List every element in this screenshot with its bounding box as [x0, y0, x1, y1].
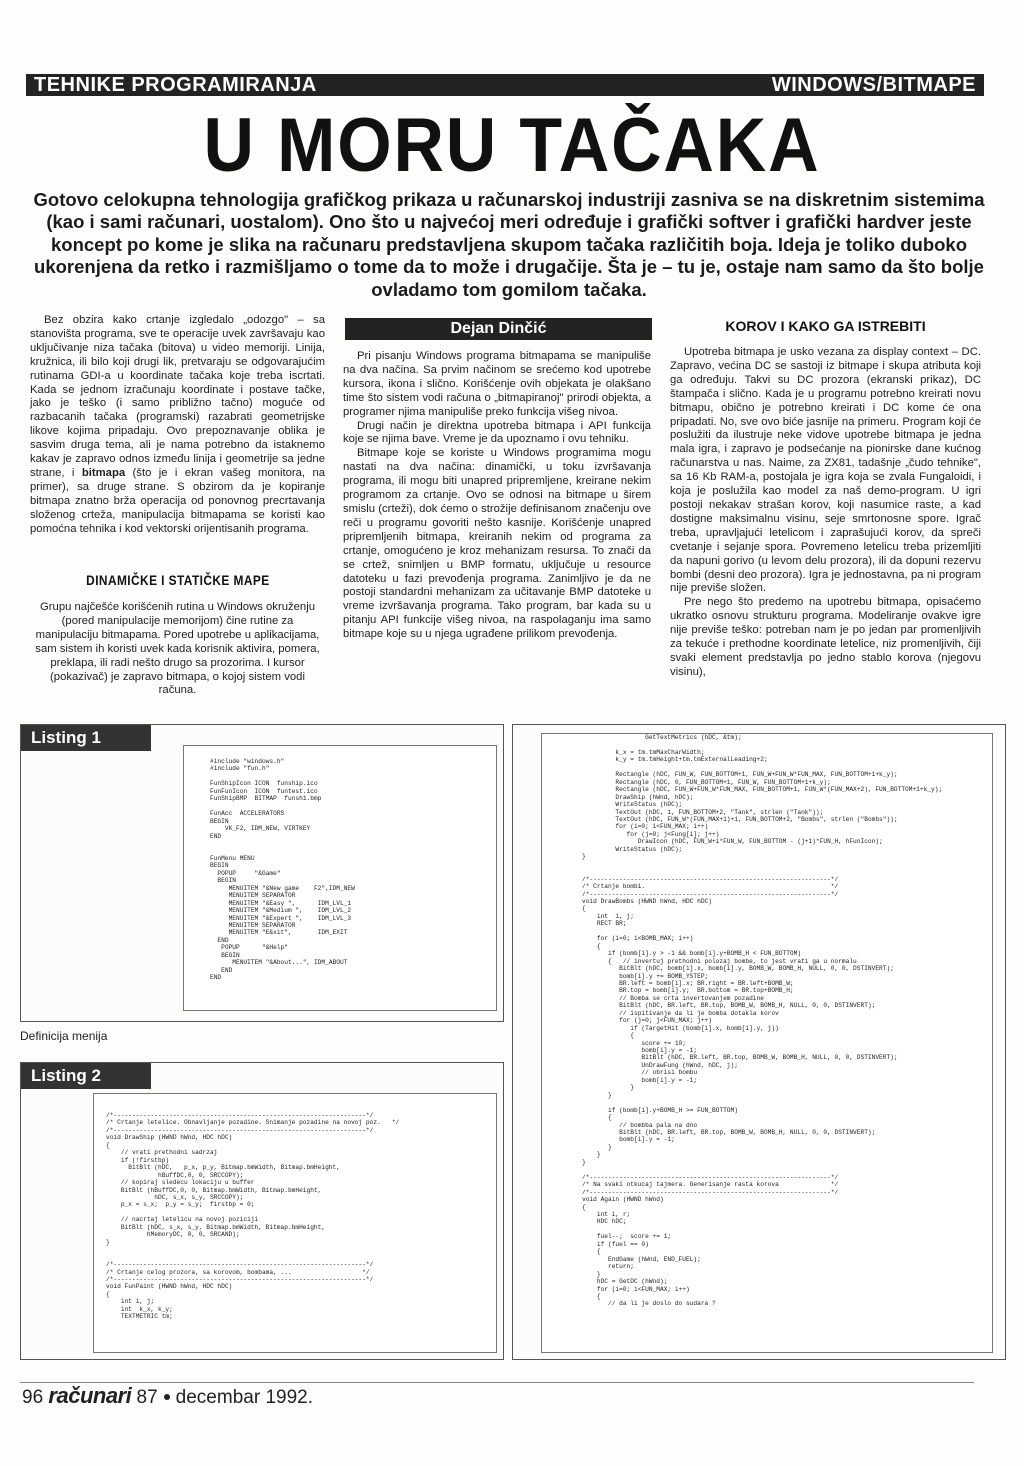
- column-1: [30, 314, 325, 537]
- magazine-name: računari: [48, 1383, 132, 1408]
- page-footer: [22, 1384, 313, 1410]
- issue-date: decembar 1992.: [175, 1387, 313, 1408]
- listing-2-code-panel: [93, 1093, 497, 1353]
- listing-2-box: [20, 1062, 504, 1360]
- listing-1-code-panel: [183, 745, 497, 1011]
- listing-2-label: Listing 2: [21, 1063, 151, 1089]
- column-1-paragraph-2: Grupu najčešće korišćenih rutina u Windows okruženju (pored manipulacije memorijom) čine rutine za manipulaciju bitmapama. Pored upotrebe u aplikacijama, sam sistem ih koristi uvek kada korisnik aktivira, pomera, preklapa, ili radi nešto drugo sa prozorima. I kursor (pokazivač) je zapravo bitmapa, o kojoj sistem vodi računa.: [35, 601, 320, 697]
- column-2-paragraph-3: Bitmape koje se koriste u Windows programima mogu nastati na dva načina: dinamički, u toku izvršavanja programa, ili mogu biti unapred pripremljene, kreirane nekim programom za crtanje. Ovo se odnosi na bitmape u širem smislu (crteži), dok ćemo o strožije definisanom značenju ove reči u programu govoriti nešto kasnije. Korišćenje unapred pripremljenih bitmapa, kreiranih nekim od programa za crtanje, omogućeno je kroz mehanizam resursa. To znači da se crtež, snimljen u BMP formatu, uključuje u resource datoteku u fazi prevođenja programa. Zanimljivo je da ne postoji standardni mehanizam za učitavanje BMP datoteke u vreme izvršavanja programa. Tako program, bar kada su u pitanju API funkcije višeg nivoa, na raspolaganju ima samo bitmape koje su u njega ugrađene prilikom prevođenja.: [343, 447, 651, 641]
- listing-2-code: /*--------------------------------------------------------------------*/ /* Crtanje letelice. Obnavljanje pozadine. Snimanje pozadine na novoj poz. */ /*--------------------------------------------------------------------*/ void DrawShip (HWND hWnd, HDC hDC) { // vrati prethodni sadrzaj if (!firstbp) BitBlt (hDC, p_x, p_y, Bitmap.bmWidth, Bitmap.bmHeight, hBuffDC,0, 0, SRCCOPY); // kopiraj sledecu lokaciju u buffer BitBlt (hBuffDC,0, 0, Bitmap.bmWidth, Bitmap.bmHeight, hDC, s_x, s_y, SRCCOPY); p_x = s_x; p_y = s_y; firstbp = 0; // nacrtaj letelicu na novoj poziciji BitBlt (hDC, s_x, s_y, Bitmap.bmWidth, Bitmap.bmHeight, hMemoryDC, 0, 0, SRCAND); } /*--------------------------------------------------------------------*/ /* Crtanje celog prozora, sa korovom, bombama, ... */ /*--------------------------------------------------------------------*/ void FunPaint (HWND hWnd, HDC hDC) { int i, j; int k_x, k_y; TEXTMETRIC tm;: [106, 1112, 400, 1321]
- section-header-bar: [26, 74, 984, 96]
- footer-rule: [20, 1382, 974, 1383]
- listing-1-box: [20, 724, 504, 1022]
- listing-continuation-box: [512, 724, 1006, 1360]
- subheading-weeds: KOROV I KAKO GA ISTREBITI: [725, 318, 926, 334]
- listing-1-caption: Definicija menija: [20, 1029, 108, 1043]
- article-lead: Gotovo celokupna tehnologija grafičkog prikaza u računarskoj industriji zasniva se na diskretnim sistemima (kao i sami računari, uostalom). Ono što u najvećoj meri određuje i grafički softver i grafički hardver jeste koncept po kome je slika na računaru predstavljena skupom tačaka različitih boja. Ideja je toliko duboko ukorenjena da retko i razmišljamo o tome da to može i drugačije. Šta je – tu je, ostaje nam samo da što bolje ovladamo tom gomilom tačaka.: [33, 189, 985, 300]
- bitmap-term: bitmapa: [81, 466, 126, 479]
- column-2-paragraph-1: Pri pisanju Windows programa bitmapama se manipuliše na dva načina. Sa prvim načinom se srećemo kod upotrebe kursora, ikona i slično. Korišćenje ovih objekata je olakšano time što sistem vodi računa o „bitmapiranoj" prirodi objekta, a programer njima manipuliše preko funkcija višeg nivoa.: [343, 350, 651, 418]
- author-bar: [345, 318, 652, 340]
- listing-continuation-panel: [541, 733, 993, 1353]
- column-1-lower: [30, 601, 325, 698]
- listing-1-label: Listing 1: [21, 725, 151, 751]
- issue-number: 87: [136, 1387, 158, 1408]
- author-name: Dejan Dinčić: [450, 320, 547, 337]
- column-3-paragraph-2: Pre nego što predemo na upotrebu bitmapa, opisaćemo ukratko osnovu strukturu programa. Modeliranje ovakve igre nije previše teško: potreban nam je po jedan par promenljivih za tekuće i prethodne koordinate letelice, niz promenljivih, čiji svaki element predstavlja po jedno stablo korova (njegovu visinu),: [670, 596, 981, 678]
- column-2: [343, 350, 651, 642]
- subheading-dynamic-static: DINAMIČKE I STATIČKE MAPE: [85, 572, 270, 588]
- article-title: U MORU TAČAKA: [203, 103, 821, 188]
- column-3-paragraph-1: Upotreba bitmapa je usko vezana za display context – DC. Zapravo, većina DC se sastoji iz bitmape i skupa atributa koji ga određuju. Takvi su DC prozora (ekranski prikaz), DC štampača i slično. Kada je u programu potrebno kreirati novu bitmapu, obično je potrebno kreirati i DC kome će ona pripadati. No, sve ovo biće jasnije na primeru. Program koji će poslužiti da ilustruje neke vidove upotrebe bitmapa je jedna mala igra, i zapravo je podsećanje na pionirske dane kućnog računarstva u nas. Naime, za ZX81, tadašnje „čudo tehnike", sa 16 Kb RAM-a, postojala je igra koja se zvala Fungaloidi, i koja je poslužila kao model za naš demo-program. U igri postoji nekakav strašan korov, koji nasumice raste, a kad dostigne maksimalnu visinu, seje smrtonosne spore. Igrač treba, upravljajući letelicom i zaprašujući korov, da spreči cvetanje i sejanje spora. Povremeno letelicu treba prizemljiti da napuni gorivo (u levom delu prozora), ili da dopuni rezervu bombi (desni deo prozora). Igra je jednostavna, pa ni program nije previše složen.: [670, 346, 981, 595]
- listing-continuation-code: GetTextMetrics (hDC, &tm); k_x = tm.tmMaxCharWidth; k_y = tm.tmHeight+tm.tmExternalLeading+2; Rectangle (hDC, FUN_W, FUN_BOTTOM+1, FUN_W+FUN_W*FUN_MAX, FUN_BOTTOM+1+k_y); Rectangle (hDC, 0, FUN_BOTTOM+1, FUN_W, FUN_BOTTOM+1+k_y); Rectangle (hDC, FUN_W+FUN_W*FUN_MAX, FUN_BOTTOM+1, FUN_W*(FUN_MAX+2), FUN_BOTTOM+1+k_y); DrawShip (hWnd, hDC); WriteStatus (hDC); TextOut (hDC, 1, FUN_BOTTOM+2, "Tank", strlen ("Tank")); TextOut (hDC, FUN_W*(FUN_MAX+1)+1, FUN_BOTTOM+2, "Bombs", strlen ("Bombs")); for (i=0; i<FUN_MAX; i++) for (j=0; j<Fung[i]; j++) DrawIcon (hDC, FUN_W+i*FUN_W, FUN_BOTTOM - (j+1)*FUN_H, hFunIcon); WriteStatus (hDC); } /*-----------------------------------------------------------------*/ /* Crtanje bombi. */ /*-----------------------------------------------------------------*/ void DrawBombs (HWND hWnd, HDC hDC) { int i, j; RECT BR; for (i=0; i<BOMB_MAX; i++) { if (bomb[i].y > -1 && bomb[i].y+BOMB_H < FUN_BOTTOM) { // invertuj prethodni polozaj bombe, to jest vrati ga u normalu BitBlt (hDC, bomb[i].x, bomb[i].y, BOMB_W, BOMB_H, NULL, 0, 0, DSTINVERT); bomb[i].y += BOMB_YSTEP; BR.left = bomb[i].x; BR.right = BR.left+BOMB_W; BR.top = bomb[i].y; BR.bottom = BR.top+BOMB_H; // Bomba se crta invertovanjem pozadine BitBlt (hDC, BR.left, BR.top, BOMB_W, BOMB_H, NULL, 0, 0, DSTINVERT); // ispitivanje da li je bomba dotakla korov for (j=0; j<FUN_MAX; j++) if (TargetHit (bomb[i].x, bomb[i].y, j)) { score += 10; bomb[i].y = -1; BitBlt (hDC, BR.left, BR.top, BOMB_W, BOMB_H, NULL, 0, 0, DSTINVERT); UnDrawFung (hWnd, hDC, j); // obrisi bombu bomb[i].y = -1; } } if (bomb[i].y+BOMB_H >= FUN_BOTTOM) { // bombba pala na dno BitBlt (hDC, BR.left, BR.top, BOMB_W, BOMB_H, NULL, 0, 0, DSTINVERT); bomb[i].y = -1; } } } /*-----------------------------------------------------------------*/ /* Na svaki otkucaj tajmera. Generisanje rasta korova */ /*-----------------------------------------------------------------*/ void Again (HWND hWnd) { int i, r; HDC hDC; fuel--; score += 1; if (fuel == 0) { EndGame (hWnd, END_FUEL); return; } hDC = GetDC (hWnd); for (i=0; i<FUN_MAX; i++) { // da li je doslo do sudara ?: [582, 734, 943, 1308]
- topic-label: WINDOWS/BITMAPE: [771, 74, 976, 96]
- listing-1-code: #include "windows.h" #include "fun.h" FunShipIcon ICON funship.ico FunFunIcon ICON funtest.ico FunShipBMP BITMAP funsh1.bmp FunAcc ACCELERATORS BEGIN VK_F2, IDM_NEW, VIRTKEY END FunMenu MENU BEGIN POPUP "&Game" BEGIN MENUITEM "&New game F2",IDM_NEW MENUITEM SEPARATOR MENUITEM "&Easy ", IDM_LVL_1 MENUITEM "&Medium ", IDM_LVL_2 MENUITEM "&Expert ", IDM_LVL_3 MENUITEM SEPARATOR MENUITEM "E&xit", IDM_EXIT END POPUP "&Help" BEGIN MENUITEM "&About...", IDM_ABOUT END END: [210, 758, 355, 982]
- column-1-paragraph: Bez obzira kako crtanje izgledalo „odozgo" – sa stanovišta programa, sve te operacije uvek završavaju kao uključivanje niza tačaka (bitova) u video memoriji. Linija, kružnica, ili bilo koji drugi lik, pretvaraju se odgovarajućim rutinama GDI-a u koordinate tačaka koje treba iscrtati. Kada se jednom izračunaju koordinate i postave tačke, jako je teško (i samo približno tačno) moguće od razbacanih tačaka (programski) razabrati geometrijske likove kojima pripadaju. Ovo prepoznavanje oblika je sasvim druga tema, ali je nama potrebno da istaknemo kakav je zapravo odnos između linija i geometrije sa jedne strane, i bitmapa (što je i ekran vašeg monitora, na primer), sa druge strane. S obzirom da je kopiranje bitmapa znatno brža operacija od ponovnog precrtavanja složenog crteža, manipulacija bitmapama se koristi kao pomoćna tehnika i kod vektorski orijentisanih programa.: [30, 314, 326, 535]
- page-number: 96: [22, 1387, 44, 1408]
- section-label: TEHNIKE PROGRAMIRANJA: [34, 74, 317, 96]
- column-2-paragraph-2: Drugi način je direktna upotreba bitmapa i API funkcija koje se njima bave. Vreme je da upoznamo i ovu tehniku.: [343, 419, 651, 446]
- bullet-dot: [164, 1394, 170, 1400]
- column-3: [670, 346, 981, 680]
